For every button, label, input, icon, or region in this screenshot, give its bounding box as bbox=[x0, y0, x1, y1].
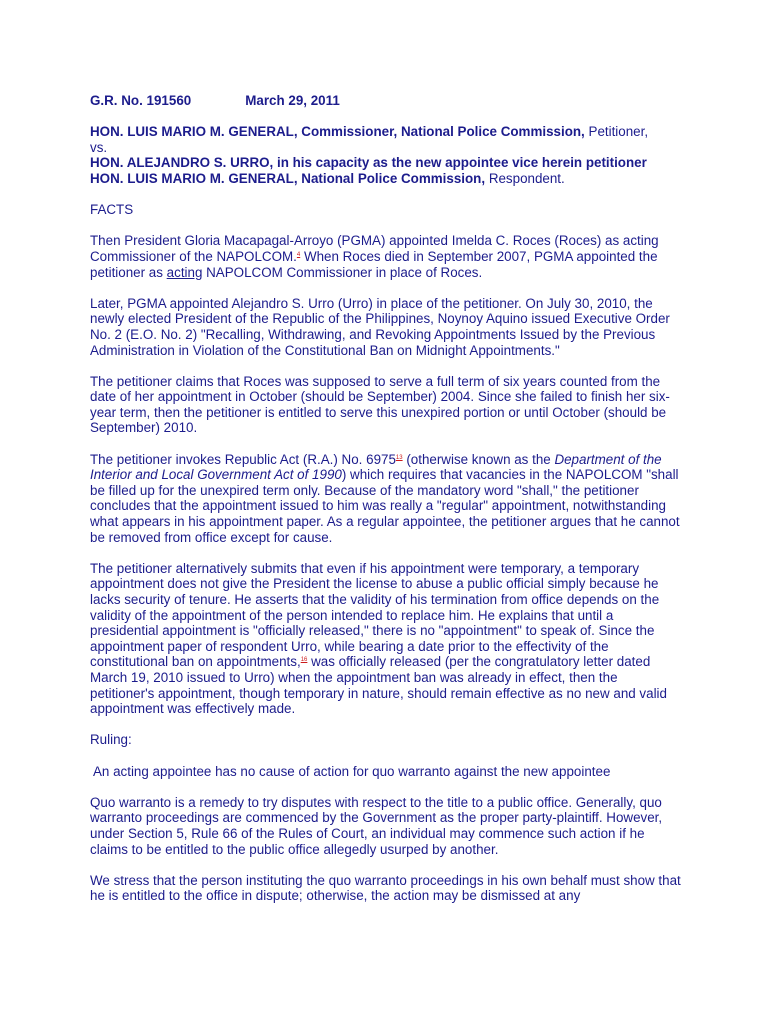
document-page bbox=[90, 93, 682, 919]
facts-heading: FACTS bbox=[90, 202, 134, 218]
facts-p1-text: Then President Gloria Macapagal-Arroyo (PGMA) appointed Imelda C. Roces (Roces) as acting Commissioner of the NAPOLCOM. bbox=[90, 233, 659, 264]
facts-paragraph-4 bbox=[90, 452, 682, 546]
facts-p4-text: The petitioner invokes Republic Act (R.A.) No. 6975 bbox=[90, 451, 396, 467]
facts-p4-italic: Department of the Interior and Local Government Act of 1990 bbox=[90, 451, 662, 483]
facts-p1-text-end: NAPOLCOM Commissioner in place of Roces. bbox=[202, 264, 483, 280]
facts-paragraph-1 bbox=[90, 233, 682, 280]
footnote-link[interactable]: 13 bbox=[395, 454, 403, 461]
facts-p5-text-end: was officially released (per the congratulatory letter dated March 19, 2010 issued to Urro) when the appointment ban was already in effect, then the petitioner's appointment, though temporary in nature, should remain effective as no new and valid appointment was effectively made. bbox=[90, 654, 667, 717]
facts-p1-text-cont: When Roces died in September 2007, PGMA appointed the petitioner as bbox=[90, 248, 658, 280]
gr-number: G.R. No. 191560 bbox=[90, 93, 192, 108]
respondent-name: HON. ALEJANDRO S. URRO, in his capacity as the new appointee vice herein petitioner HON. LUIS MARIO M. GENERAL, National Police Commission, bbox=[90, 155, 647, 186]
versus: vs. bbox=[90, 139, 108, 155]
case-parties bbox=[90, 124, 682, 186]
facts-p1-underlined: acting bbox=[166, 264, 203, 280]
facts-p5-text: The petitioner alternatively submits that even if his appointment were temporary, a temporary appointment does not give the President the license to abuse a public official simply because he lacks security of tenure. He asserts that the validity of his termination from office depends on the validity of the appointment of the person intended to replace him. He explains that until a presidential appointment is "officially released," there is no "appointment" to speak of. Since the appointment paper of respondent Urro, while bearing a date prior to the effectivity of the constitutional ban on appointments, bbox=[90, 560, 660, 670]
facts-paragraph-2: Later, PGMA appointed Alejandro S. Urro (Urro) in place of the petitioner. On July 30, 2010, the newly elected President of the Republic of the Philippines, Noynoy Aquino issued Executive Order No. 2 (E.O. No. 2) "Recalling, Withdrawing, and Revoking Appointments Issued by the Previous Administration in Violation of the Constitutional Ban on Midnight Appointments." bbox=[90, 295, 670, 358]
case-header bbox=[90, 93, 682, 109]
decision-date: March 29, 2011 bbox=[245, 93, 340, 108]
petitioner-role: Petitioner, bbox=[588, 124, 649, 140]
footnote-link[interactable]: 4 bbox=[296, 251, 301, 258]
ruling-subheading: An acting appointee has no cause of action for quo warranto against the new appointee bbox=[93, 763, 611, 779]
petitioner-name: HON. LUIS MARIO M. GENERAL, Commissioner, National Police Commission, bbox=[90, 124, 585, 140]
facts-p4-text-cont: (otherwise known as the bbox=[402, 451, 555, 467]
footnote-link[interactable]: 16 bbox=[300, 657, 308, 664]
respondent-role: Respondent. bbox=[488, 170, 565, 186]
ruling-paragraph-1: Quo warranto is a remedy to try disputes with respect to the title to a public office. Generally, quo warranto proceedings are commenced by the Government as the proper party-plaintiff. However, under Section 5, Rule 66 of the Rules of Court, an individual may commence such action if he claims to be entitled to the public office allegedly usurped by another. bbox=[90, 794, 663, 857]
facts-paragraph-3: The petitioner claims that Roces was supposed to serve a full term of six years counted from the date of her appointment in October (should be September) 2004. Since she failed to finish her six-year term, then the petitioner is entitled to serve this unexpired portion or until October (should be September) 2010. bbox=[90, 373, 670, 436]
ruling-heading: Ruling: bbox=[90, 732, 132, 748]
ruling-paragraph-2: We stress that the person instituting the quo warranto proceedings in his own behalf must show that he is entitled to the office in dispute; otherwise, the action may be dismissed at any bbox=[90, 872, 681, 904]
facts-p4-text-end: ) which requires that vacancies in the NAPOLCOM "shall be filled up for the unexpired term only. Because of the mandatory word "shall," the petitioner concludes that the appointment issued to him was really a "regular" appointment, notwithstanding what appears in his appointment paper. As a regular appointee, the petitioner argues that he cannot be removed from office except for cause. bbox=[90, 467, 680, 545]
facts-paragraph-5 bbox=[90, 561, 682, 717]
